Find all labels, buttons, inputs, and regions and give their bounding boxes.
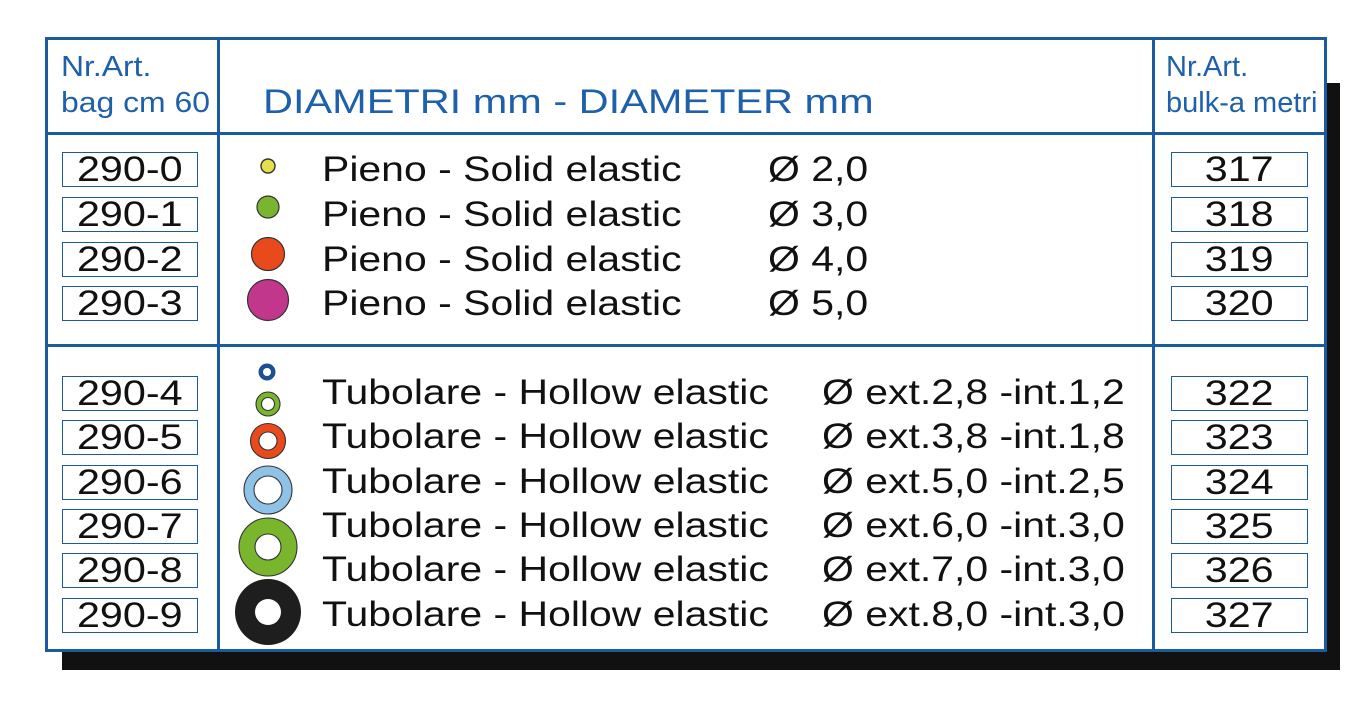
description-text: Tubolare - Hollow elastic xyxy=(322,462,769,501)
ring-icon xyxy=(259,364,276,381)
description-text: Tubolare - Hollow elastic xyxy=(322,550,769,589)
ring-icon xyxy=(235,579,301,645)
diameter-text: Ø 3,0 xyxy=(768,195,869,234)
diameter-text: Ø 4,0 xyxy=(768,240,869,279)
bulk-code: 318 xyxy=(1205,195,1274,234)
solid-circle-icon xyxy=(252,238,285,271)
ring-icon xyxy=(244,466,292,514)
article-code: 290-7 xyxy=(77,507,183,546)
header-right-line1: Nr.Art. xyxy=(1166,51,1249,83)
article-code: 290-5 xyxy=(77,418,183,457)
diameter-text: Ø ext.3,8 -int.1,8 xyxy=(822,417,1125,456)
ring-icon xyxy=(256,392,280,416)
description-text: Tubolare - Hollow elastic xyxy=(322,506,769,545)
article-code: 290-1 xyxy=(77,195,183,234)
description-text: Pieno - Solid elastic xyxy=(322,240,682,279)
header-right-line2: bulk-a metri xyxy=(1166,87,1318,119)
bulk-code: 327 xyxy=(1205,596,1274,635)
article-code: 290-2 xyxy=(77,240,183,279)
description-text: Tubolare - Hollow elastic xyxy=(322,373,769,412)
description-text: Pieno - Solid elastic xyxy=(322,150,682,189)
article-code: 290-9 xyxy=(77,596,183,635)
bulk-code: 324 xyxy=(1205,463,1274,502)
article-code: 290-8 xyxy=(77,551,183,590)
page-title: DIAMETRI mm - DIAMETER mm xyxy=(263,83,874,121)
bulk-code: 323 xyxy=(1205,418,1274,457)
article-code: 290-3 xyxy=(77,284,183,323)
diameter-text: Ø ext.8,0 -int.3,0 xyxy=(822,595,1125,634)
ring-icon xyxy=(239,518,297,576)
bulk-code: 317 xyxy=(1205,150,1274,189)
ring-icon xyxy=(251,424,286,459)
article-code: 290-6 xyxy=(77,463,183,502)
bulk-code: 322 xyxy=(1205,374,1274,413)
diameter-text: Ø 5,0 xyxy=(768,284,869,323)
description-text: Tubolare - Hollow elastic xyxy=(322,417,769,456)
description-text: Pieno - Solid elastic xyxy=(322,195,682,234)
bulk-code: 319 xyxy=(1205,240,1274,279)
diameter-text: Ø 2,0 xyxy=(768,150,869,189)
bulk-code: 325 xyxy=(1205,507,1274,546)
article-code: 290-0 xyxy=(77,150,183,189)
header-left-line2: bag cm 60 xyxy=(61,87,210,119)
description-text: Pieno - Solid elastic xyxy=(322,284,682,323)
diameter-text: Ø ext.7,0 -int.3,0 xyxy=(822,550,1125,589)
bulk-code: 320 xyxy=(1205,284,1274,323)
description-text: Tubolare - Hollow elastic xyxy=(322,595,769,634)
header-left-line1: Nr.Art. xyxy=(61,51,152,83)
article-code: 290-4 xyxy=(77,374,183,413)
diameter-text: Ø ext.2,8 -int.1,2 xyxy=(822,373,1125,412)
bulk-code: 326 xyxy=(1205,551,1274,590)
solid-circle-icon xyxy=(257,196,279,218)
solid-circle-icon xyxy=(248,280,289,321)
solid-circle-icon xyxy=(261,159,275,173)
diameter-text: Ø ext.6,0 -int.3,0 xyxy=(822,506,1125,545)
diameter-text: Ø ext.5,0 -int.2,5 xyxy=(822,462,1125,501)
